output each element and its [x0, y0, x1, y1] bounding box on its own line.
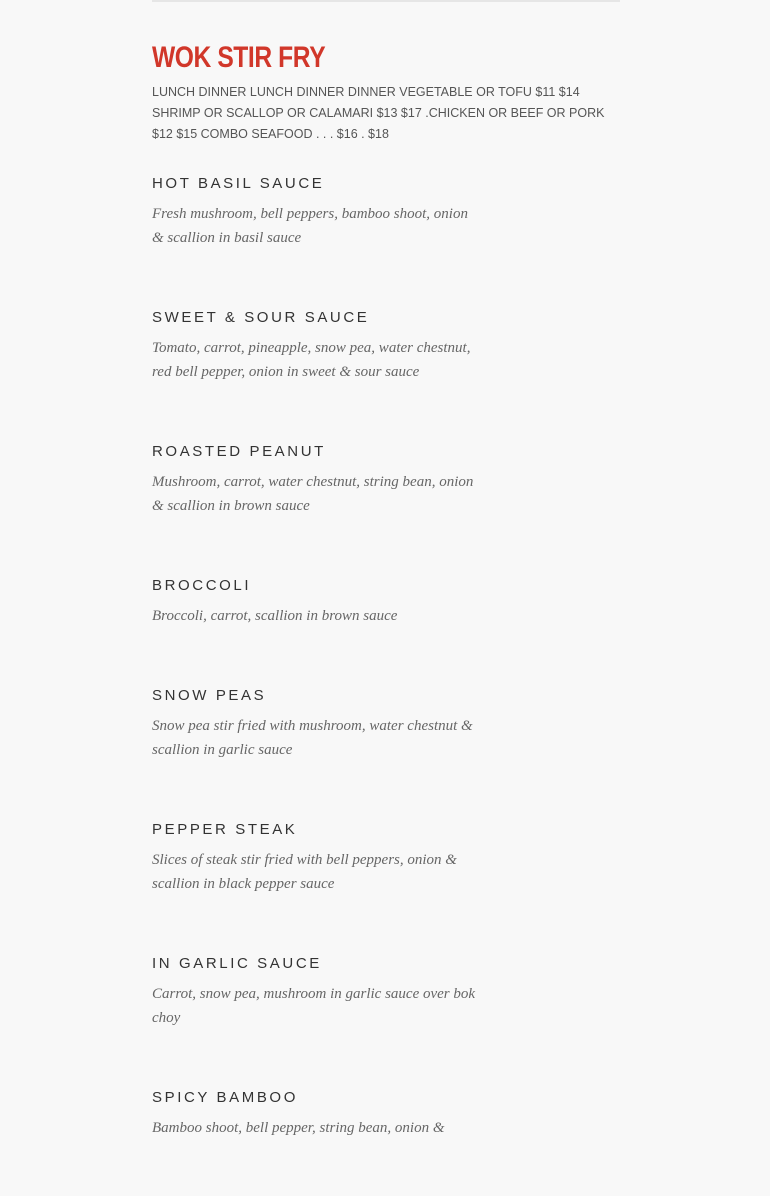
item-description: Tomato, carrot, pineapple, snow pea, water chestnut, red bell pepper, onion in sweet & sour sauce: [152, 340, 471, 380]
item-name: SWEET & SOUR SAUCE: [152, 309, 370, 326]
menu-section: [152, 38, 622, 1196]
item-description: Mushroom, carrot, water chestnut, string bean, onion & scallion in brown sauce: [152, 474, 474, 514]
item-name: ROASTED PEANUT: [152, 443, 326, 460]
item-description: Bamboo shoot, bell pepper, string bean, onion &: [152, 1120, 445, 1136]
item-description: Snow pea stir fried with mushroom, water chestnut & scallion in garlic sauce: [152, 718, 473, 758]
menu-item: [152, 818, 622, 896]
menu-item: [152, 172, 622, 250]
top-divider: [152, 0, 620, 2]
menu-item: [152, 574, 622, 628]
menu-item: [152, 684, 622, 762]
menu-item: [152, 306, 622, 384]
section-title: WOK STIR FRY: [152, 41, 326, 74]
item-name: SPICY BAMBOO: [152, 1089, 298, 1106]
item-name: SNOW PEAS: [152, 687, 267, 704]
item-name: IN GARLIC SAUCE: [152, 955, 322, 972]
item-description: Slices of steak stir fried with bell peppers, onion & scallion in black pepper sauce: [152, 852, 457, 892]
menu-item: [152, 952, 622, 1030]
item-name: HOT BASIL SAUCE: [152, 175, 325, 192]
item-description: Fresh mushroom, bell peppers, bamboo shoot, onion & scallion in basil sauce: [152, 206, 468, 246]
item-name: PEPPER STEAK: [152, 821, 298, 838]
menu-item-list: [152, 172, 622, 1140]
item-name: BROCCOLI: [152, 577, 252, 594]
item-description: Broccoli, carrot, scallion in brown sauce: [152, 608, 398, 624]
menu-item: [152, 440, 622, 518]
item-description: Carrot, snow pea, mushroom in garlic sauce over bok choy: [152, 986, 476, 1026]
menu-item: [152, 1086, 622, 1140]
pricing-info: LUNCH DINNER LUNCH DINNER DINNER VEGETABLE OR TOFU $11 $14 SHRIMP OR SCALLOP OR CALAMARI $13 $17 .CHICKEN OR BEEF OR PORK $12 $15 COMBO SEAFOOD . . . $16 . $18: [152, 85, 605, 141]
